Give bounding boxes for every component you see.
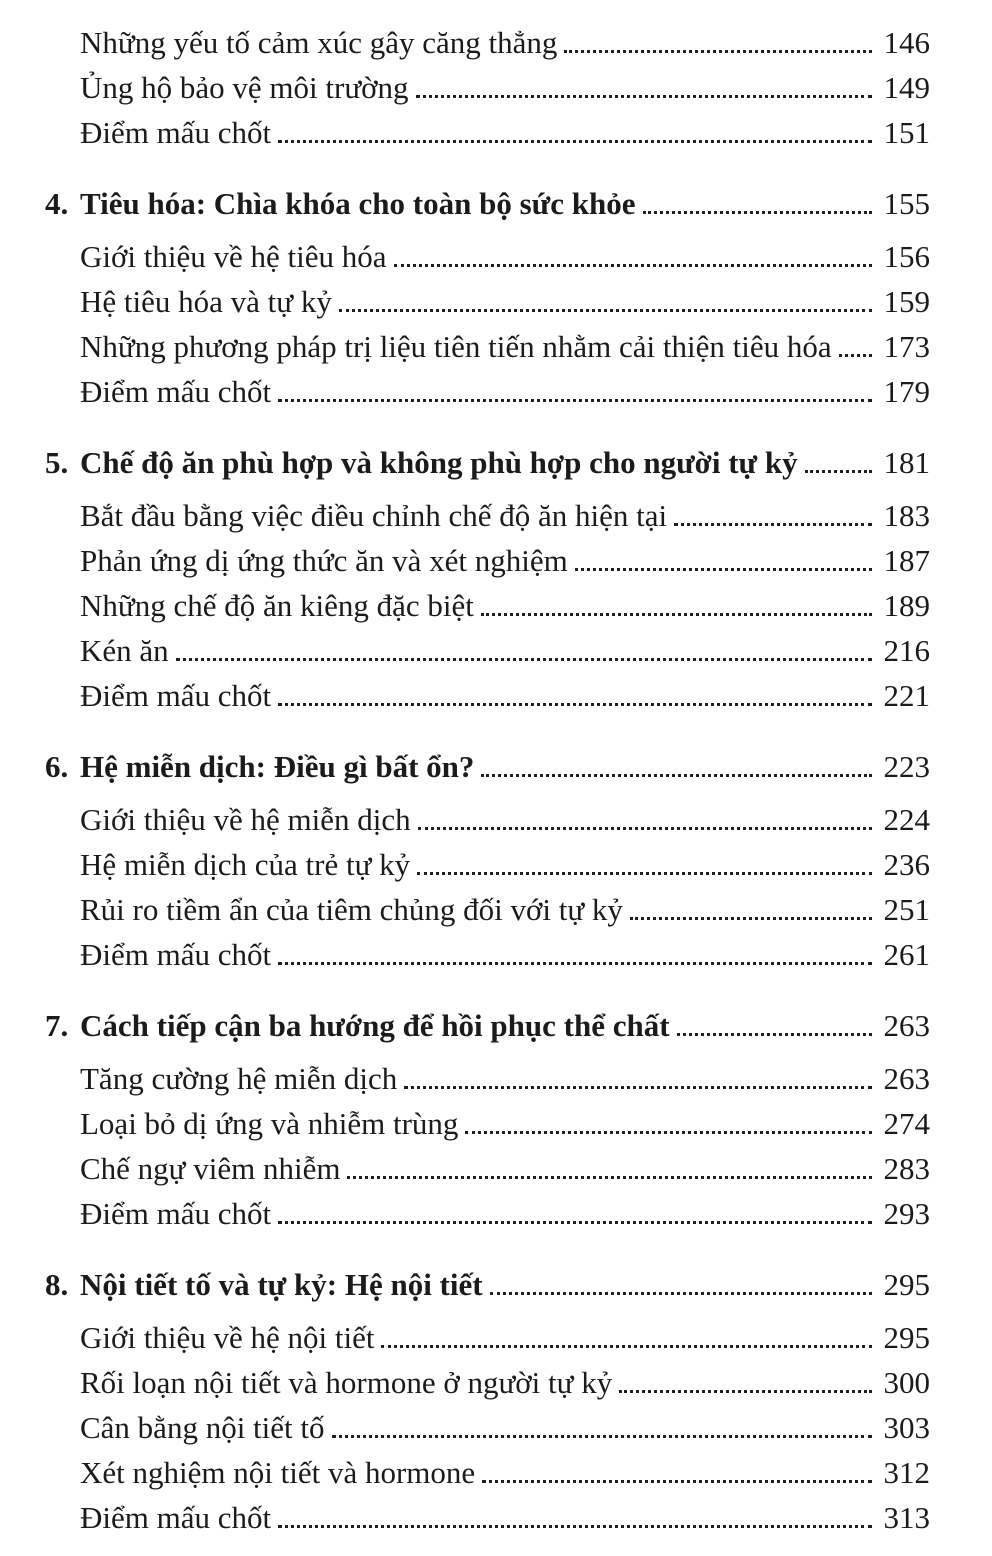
toc-entry-page: 183 xyxy=(883,498,930,533)
toc-entry-label: Cách tiếp cận ba hướng để hồi phục thể chất xyxy=(80,1008,670,1043)
toc-entry-page: 313 xyxy=(883,1500,930,1535)
dot-leader xyxy=(839,351,872,357)
toc-entry-page: 181 xyxy=(883,445,930,480)
toc-entry-row xyxy=(45,440,930,485)
toc-entry-row xyxy=(45,628,930,673)
toc-entry-label: Bắt đầu bằng việc điều chỉnh chế độ ăn hiện tại xyxy=(80,498,668,533)
toc-entry-row xyxy=(45,797,930,842)
dot-leader xyxy=(490,1289,872,1295)
toc-entry-label: Hệ tiêu hóa và tự kỷ xyxy=(80,284,332,319)
toc-entry-page: 216 xyxy=(883,633,930,668)
dot-leader xyxy=(339,306,872,312)
dot-leader xyxy=(278,700,872,706)
toc-entry-row xyxy=(45,744,930,789)
dot-leader xyxy=(630,914,872,920)
toc-entry-page: 189 xyxy=(883,588,930,623)
toc-entry-label: Điểm mấu chốt xyxy=(80,937,272,972)
toc-entry-label: Rủi ro tiềm ẩn của tiêm chủng đối với tự kỷ xyxy=(80,892,623,927)
toc-entry-row xyxy=(45,583,930,628)
toc-entry-label: Nội tiết tố và tự kỷ: Hệ nội tiết xyxy=(80,1267,483,1302)
dot-leader xyxy=(278,137,872,143)
toc-entry-label: Điểm mấu chốt xyxy=(80,374,272,409)
toc-entry-page: 251 xyxy=(883,892,930,927)
dot-leader xyxy=(677,1030,872,1036)
dot-leader xyxy=(481,771,872,777)
toc-entry-label: Tăng cường hệ miễn dịch xyxy=(80,1061,398,1096)
toc-entry-page: 155 xyxy=(883,186,930,221)
toc-entry-row xyxy=(45,234,930,279)
toc-entry-label: Điểm mấu chốt xyxy=(80,115,272,150)
dot-leader xyxy=(278,1522,872,1528)
toc-entry-page: 263 xyxy=(883,1061,930,1096)
toc-entry-label: Hệ miễn dịch: Điều gì bất ổn? xyxy=(80,749,475,784)
toc-entry-row xyxy=(45,1315,930,1360)
toc-list xyxy=(45,20,930,1540)
toc-entry-label: Rối loạn nội tiết và hormone ở người tự kỷ xyxy=(80,1365,613,1400)
dot-leader xyxy=(404,1083,872,1089)
dot-leader xyxy=(278,1218,872,1224)
chapter-number: 5. xyxy=(45,445,69,480)
toc-entry-page: 149 xyxy=(883,70,930,105)
toc-entry-page: 173 xyxy=(883,329,930,364)
toc-entry-row xyxy=(45,279,930,324)
chapter-number: 6. xyxy=(45,749,69,784)
toc-entry-row xyxy=(45,1360,930,1405)
toc-entry-row xyxy=(45,1262,930,1307)
toc-entry-row xyxy=(45,1146,930,1191)
toc-entry-row xyxy=(45,110,930,155)
toc-entry-page: 223 xyxy=(883,749,930,784)
toc-entry-label: Điểm mấu chốt xyxy=(80,678,272,713)
toc-entry-page: 274 xyxy=(883,1106,930,1141)
toc-entry-row xyxy=(45,1003,930,1048)
toc-entry-label: Những chế độ ăn kiêng đặc biệt xyxy=(80,588,474,623)
chapter-number: 7. xyxy=(45,1008,69,1043)
toc-entry-label: Xét nghiệm nội tiết và hormone xyxy=(80,1455,476,1490)
dot-leader xyxy=(417,869,872,875)
toc-entry-page: 151 xyxy=(883,115,930,150)
chapter-number: 8. xyxy=(45,1267,69,1302)
toc-entry-label: Những phương pháp trị liệu tiên tiến nhằm cải thiện tiêu hóa xyxy=(80,329,832,364)
toc-entry-row xyxy=(45,887,930,932)
toc-entry-page: 187 xyxy=(883,543,930,578)
dot-leader xyxy=(176,655,872,661)
chapter-number: 4. xyxy=(45,186,69,221)
toc-entry-page: 295 xyxy=(883,1267,930,1302)
toc-entry-label: Điểm mấu chốt xyxy=(80,1196,272,1231)
dot-leader xyxy=(394,261,872,267)
dot-leader xyxy=(575,565,872,571)
toc-entry-row xyxy=(45,65,930,110)
dot-leader xyxy=(674,520,872,526)
toc-entry-page: 156 xyxy=(883,239,930,274)
toc-entry-label: Những yếu tố cảm xúc gây căng thẳng xyxy=(80,25,558,60)
toc-entry-row xyxy=(45,932,930,977)
toc-entry-label: Chế ngự viêm nhiễm xyxy=(80,1151,341,1186)
toc-entry-label: Ủng hộ bảo vệ môi trường xyxy=(80,70,409,105)
dot-leader xyxy=(805,467,872,473)
toc-entry-page: 263 xyxy=(883,1008,930,1043)
toc-entry-row xyxy=(45,1450,930,1495)
toc-entry-label: Giới thiệu về hệ miễn dịch xyxy=(80,802,411,837)
toc-entry-page: 303 xyxy=(883,1410,930,1445)
toc-entry-row xyxy=(45,181,930,226)
toc-entry-label: Hệ miễn dịch của trẻ tự kỷ xyxy=(80,847,411,882)
toc-entry-label: Giới thiệu về hệ tiêu hóa xyxy=(80,239,387,274)
toc-entry-row xyxy=(45,1101,930,1146)
dot-leader xyxy=(482,1477,872,1483)
dot-leader xyxy=(481,610,872,616)
toc-entry-page: 224 xyxy=(883,802,930,837)
toc-entry-page: 179 xyxy=(883,374,930,409)
dot-leader xyxy=(465,1128,872,1134)
dot-leader xyxy=(278,959,872,965)
toc-entry-row xyxy=(45,1405,930,1450)
toc-entry-label: Giới thiệu về hệ nội tiết xyxy=(80,1320,375,1355)
toc-entry-row xyxy=(45,20,930,65)
dot-leader xyxy=(332,1432,872,1438)
dot-leader xyxy=(416,92,872,98)
toc-entry-page: 312 xyxy=(883,1455,930,1490)
toc-entry-page: 283 xyxy=(883,1151,930,1186)
toc-entry-row xyxy=(45,369,930,414)
toc-entry-label: Kén ăn xyxy=(80,633,169,668)
toc-entry-page: 295 xyxy=(883,1320,930,1355)
toc-entry-row xyxy=(45,1056,930,1101)
toc-entry-row xyxy=(45,493,930,538)
toc-entry-page: 221 xyxy=(883,678,930,713)
dot-leader xyxy=(619,1387,872,1393)
toc-entry-row xyxy=(45,324,930,369)
toc-entry-label: Điểm mấu chốt xyxy=(80,1500,272,1535)
dot-leader xyxy=(278,396,872,402)
dot-leader xyxy=(643,208,873,214)
dot-leader xyxy=(564,47,872,53)
toc-entry-page: 261 xyxy=(883,937,930,972)
toc-entry-page: 236 xyxy=(883,847,930,882)
toc-entry-row xyxy=(45,673,930,718)
toc-entry-label: Chế độ ăn phù hợp và không phù hợp cho người tự kỷ xyxy=(80,445,798,480)
toc-entry-label: Phản ứng dị ứng thức ăn và xét nghiệm xyxy=(80,543,568,578)
toc-entry-row xyxy=(45,538,930,583)
toc-entry-label: Cân bằng nội tiết tố xyxy=(80,1410,325,1445)
toc-entry-page: 300 xyxy=(883,1365,930,1400)
toc-entry-row xyxy=(45,1191,930,1236)
toc-entry-label: Loại bỏ dị ứng và nhiễm trùng xyxy=(80,1106,459,1141)
toc-entry-page: 293 xyxy=(883,1196,930,1231)
dot-leader xyxy=(418,824,872,830)
toc-entry-row xyxy=(45,1495,930,1540)
dot-leader xyxy=(347,1173,872,1179)
toc-entry-label: Tiêu hóa: Chìa khóa cho toàn bộ sức khỏe xyxy=(80,186,636,221)
toc-entry-row xyxy=(45,842,930,887)
dot-leader xyxy=(381,1342,872,1348)
toc-entry-page: 159 xyxy=(883,284,930,319)
toc-entry-page: 146 xyxy=(883,25,930,60)
